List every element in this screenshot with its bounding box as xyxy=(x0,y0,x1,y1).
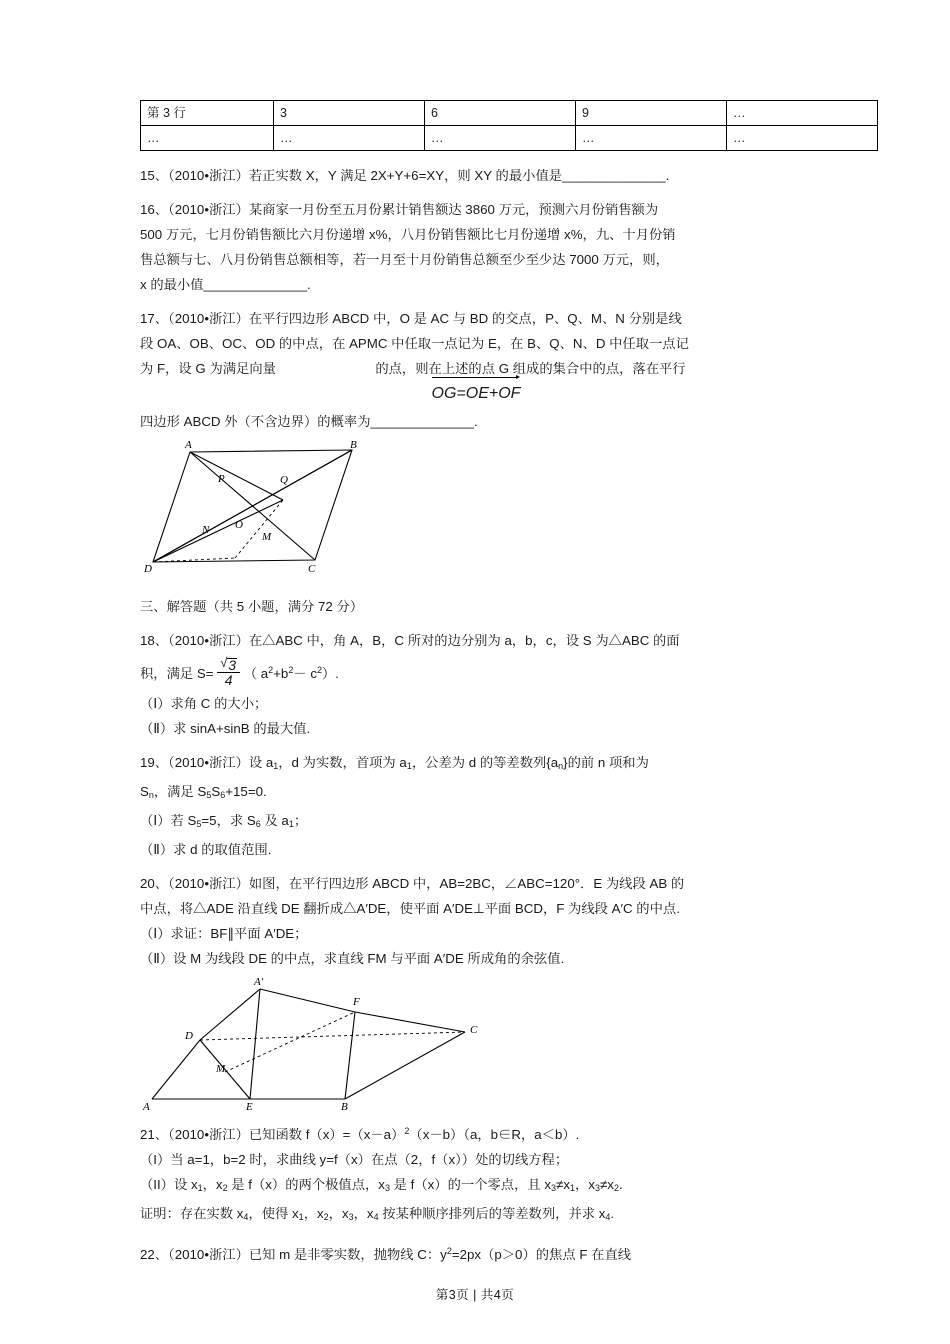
sqrt-symbol: √ 3 xyxy=(220,658,237,672)
q21-a: 21、（2010•浙江）已知函数 f（x）=（x－a） xyxy=(140,1127,405,1142)
question-18-line2-d: － c xyxy=(293,666,317,681)
question-16 xyxy=(140,197,812,297)
exp-2: 2 xyxy=(288,665,294,675)
figure-label-M: M xyxy=(216,1063,226,1075)
question-19-part1 xyxy=(140,808,812,837)
sub-2: 2 xyxy=(323,1212,329,1222)
question-21-part1: （I）当 a=1，b=2 时，求曲线 y=f（x）在点（2，f（x））处的切线方程； xyxy=(140,1152,569,1167)
figure-label-B: B xyxy=(341,1101,348,1112)
question-18-line2-b: （ a xyxy=(243,666,269,681)
question-18-line2 xyxy=(140,653,812,691)
sub-4: 4 xyxy=(243,1212,249,1222)
sub-1: 1 xyxy=(288,819,294,829)
table-cell: … xyxy=(425,126,576,151)
q19-e: S xyxy=(140,784,149,799)
question-17-line3-suffix: 的点，则在上述的点 G 组成的集合中的点，落在平行 xyxy=(375,361,686,376)
sub-3: 3 xyxy=(594,1183,600,1193)
question-21-part2 xyxy=(140,1172,812,1201)
question-18-part1: （Ⅰ）求角 C 的大小； xyxy=(140,696,268,711)
sub-5: 5 xyxy=(206,790,212,800)
sub-6: 6 xyxy=(255,819,261,829)
question-19 xyxy=(140,750,812,862)
figure-label-E: E xyxy=(246,1101,253,1112)
table-row xyxy=(141,126,878,151)
question-20-part2: （Ⅱ）设 M 为线段 DE 的中点，求直线 FM 与平面 A′DE 所成角的余弦值. xyxy=(140,951,565,966)
question-20-line1: 20、（2010•浙江）如图，在平行四边形 ABCD 中，AB=2BC，∠ABC=120°．E 为线段 AB 的 xyxy=(140,876,685,891)
q19-a: 19、（2010•浙江）设 a xyxy=(140,755,274,770)
sub-3: 3 xyxy=(348,1212,354,1222)
folded-solid-diagram xyxy=(140,977,812,1112)
sub-1: 1 xyxy=(406,761,412,771)
sub-5: 5 xyxy=(196,819,202,829)
q21-p2c: 是 f（x）的两个极值点，x xyxy=(227,1177,385,1192)
sub-1: 1 xyxy=(273,761,279,771)
question-20 xyxy=(140,871,812,971)
sub-1: 1 xyxy=(298,1212,304,1222)
figure-label-C: C xyxy=(470,1024,478,1036)
vector-equation: OG=OE+OF xyxy=(432,383,521,405)
q22-a: 22、（2010•浙江）已知 m 是非零实数，抛物线 C：y xyxy=(140,1247,447,1262)
table-cell: … xyxy=(576,126,727,151)
q19-f: ，满足 S xyxy=(153,784,207,799)
question-17-line3-prefix: 为 F，设 G 为满足向量 xyxy=(140,361,276,376)
question-18-line2-a: 积，满足 S= xyxy=(140,666,214,681)
question-18-line2-c: +b xyxy=(273,666,289,681)
figure-label-O: O xyxy=(235,519,243,531)
table-cell: … xyxy=(274,126,425,151)
table-cell: 3 xyxy=(274,101,425,126)
q19-p1c: 及 a xyxy=(260,813,289,828)
q19-p1b: =5，求 S xyxy=(201,813,256,828)
sub-3: 3 xyxy=(551,1183,557,1193)
q19-b: ，d 为实数，首项为 a xyxy=(278,755,407,770)
sub-4: 4 xyxy=(605,1212,611,1222)
q21-p3g: . xyxy=(610,1206,615,1221)
exp-2: 2 xyxy=(268,665,274,675)
sub-2: 2 xyxy=(222,1183,228,1193)
q21-p2b: ，x xyxy=(202,1177,223,1192)
table-cell: … xyxy=(141,126,274,151)
figure-parallelogram xyxy=(140,440,812,580)
figure-label-Q: Q xyxy=(280,474,288,486)
figure-label-A-prime: A' xyxy=(254,977,264,988)
question-18-line1: 18、（2010•浙江）在△ABC 中，角 A，B，C 所对的边分别为 a，b，c，设 S 为△ABC 的面 xyxy=(140,633,680,648)
sub-n: n xyxy=(558,761,564,771)
page-footer-text: 第3页 | 共4页 xyxy=(435,1288,515,1302)
figure-label-A: A xyxy=(185,440,192,451)
figure-label-M: M xyxy=(262,531,272,543)
q21-p2g: ≠x xyxy=(599,1177,614,1192)
table-cell: 第 3 行 xyxy=(141,101,274,126)
q22-b: =2px（p＞0）的焦点 F 在直线 xyxy=(451,1247,632,1262)
figure-label-N: N xyxy=(202,524,210,536)
figure-label-C: C xyxy=(308,563,316,575)
figure-folded-solid xyxy=(140,977,812,1117)
question-19-line2 xyxy=(140,779,812,808)
q21-p2h: . xyxy=(618,1177,623,1192)
table-cell: … xyxy=(727,101,878,126)
question-17 xyxy=(140,306,812,434)
fraction xyxy=(217,658,240,688)
sub-4: 4 xyxy=(373,1212,379,1222)
sub-2: 2 xyxy=(613,1183,619,1193)
q21-p3d: ，x xyxy=(328,1206,349,1221)
question-22-line1 xyxy=(140,1239,812,1267)
table-cell: … xyxy=(727,126,878,151)
q19-h: +15=0. xyxy=(225,784,267,799)
question-17-equation xyxy=(140,383,812,405)
question-21 xyxy=(140,1119,812,1230)
question-16-line3: 售总额与七、八月份销售总额相等，若一月至十月份销售总额至少至少达 7000 万元，则， xyxy=(140,252,669,267)
q21-p2f: ，x xyxy=(575,1177,595,1192)
q21-p3f: 按某种顺序排列后的等差数列，并求 x xyxy=(378,1206,606,1221)
table-cell: 9 xyxy=(576,101,727,126)
q21-p3b: ，使得 x xyxy=(248,1206,299,1221)
page-footer xyxy=(0,1285,950,1303)
table-cell: 6 xyxy=(425,101,576,126)
question-16-line2: 500 万元，七月份销售额比六月份递增 x%，八月份销售额比七月份递增 x%，九、十月份销 xyxy=(140,227,676,242)
fraction-numerator xyxy=(217,658,240,673)
exp-2: 2 xyxy=(404,1126,410,1136)
question-16-line4: x 的最小值______________. xyxy=(140,277,311,292)
q19-p1a: （Ⅰ）若 S xyxy=(140,813,197,828)
sub-3: 3 xyxy=(384,1183,390,1193)
question-19-part2: （Ⅱ）求 d 的取值范围. xyxy=(140,842,272,857)
section-title: 三、解答题（共 5 小题，满分 72 分） xyxy=(140,599,364,614)
figure-label-P: P xyxy=(218,473,225,485)
question-19-line1 xyxy=(140,750,812,779)
question-16-line1: 16、（2010•浙江）某商家一月份至五月份累计销售额达 3860 万元，预测六月份销售额为 xyxy=(140,202,659,217)
question-17-line4: 四边形 ABCD 外（不含边界）的概率为______________. xyxy=(140,414,478,429)
question-17-line1: 17、（2010•浙江）在平行四边形 ABCD 中，O 是 AC 与 BD 的交点，P、Q、M、N 分别是线 xyxy=(140,311,682,326)
question-22 xyxy=(140,1239,812,1267)
question-18-part2: （Ⅱ）求 sinA+sinB 的最大值. xyxy=(140,721,311,736)
sub-6: 6 xyxy=(220,790,226,800)
q21-b: （x－b）（a，b∈R，a＜b）. xyxy=(409,1127,580,1142)
sub-1: 1 xyxy=(197,1183,203,1193)
question-18-line2-e: ）. xyxy=(321,666,339,681)
question-17-line2: 段 OA、OB、OC、OD 的中点，在 APMC 中任取一点记为 E，在 B、Q、N、D 中任取一点记 xyxy=(140,336,689,351)
question-20-line2: 中点，将△ADE 沿直线 DE 翻折成△A′DE，使平面 A′DE⊥平面 BCD，F 为线段 A′C 的中点. xyxy=(140,901,680,916)
q21-p3a: 证明：存在实数 x xyxy=(140,1206,244,1221)
q19-c: ，公差为 d 的等差数列{a xyxy=(411,755,559,770)
question-21-part3 xyxy=(140,1201,812,1230)
exp-2: 2 xyxy=(316,665,322,675)
figure-label-D: D xyxy=(144,563,152,575)
q19-g: S xyxy=(211,784,221,799)
page-content xyxy=(140,100,812,1267)
q21-p3e: ，x xyxy=(353,1206,374,1221)
question-20-part1: （Ⅰ）求证：BF∥平面 A′DE； xyxy=(140,926,308,941)
q19-d: }的前 n 项和为 xyxy=(563,755,649,770)
question-18 xyxy=(140,628,812,741)
figure-label-F: F xyxy=(353,996,360,1008)
figure-label-A: A xyxy=(143,1101,150,1112)
q21-p3c: ，x xyxy=(303,1206,324,1221)
question-15-text: 15、（2010•浙江）若正实数 X，Y 满足 2X+Y+6=XY，则 XY 的最小值是______________. xyxy=(140,168,670,183)
sub-n: n xyxy=(148,790,154,800)
q21-p2e: ≠x xyxy=(556,1177,570,1192)
exp-2: 2 xyxy=(446,1246,452,1256)
q21-p2d: 是 f（x）的一个零点，且 x xyxy=(389,1177,552,1192)
table-row xyxy=(141,101,878,126)
data-table xyxy=(140,100,878,151)
question-15 xyxy=(140,163,812,188)
q21-p2a: （II）设 x xyxy=(140,1177,198,1192)
parallelogram-diagram xyxy=(140,440,812,575)
question-21-line1 xyxy=(140,1119,812,1147)
fraction-denominator: 4 xyxy=(224,672,233,688)
figure-label-D: D xyxy=(185,1030,193,1042)
figure-label-B: B xyxy=(350,440,357,451)
q19-p1d: ； xyxy=(293,813,308,828)
sub-1: 1 xyxy=(570,1183,576,1193)
